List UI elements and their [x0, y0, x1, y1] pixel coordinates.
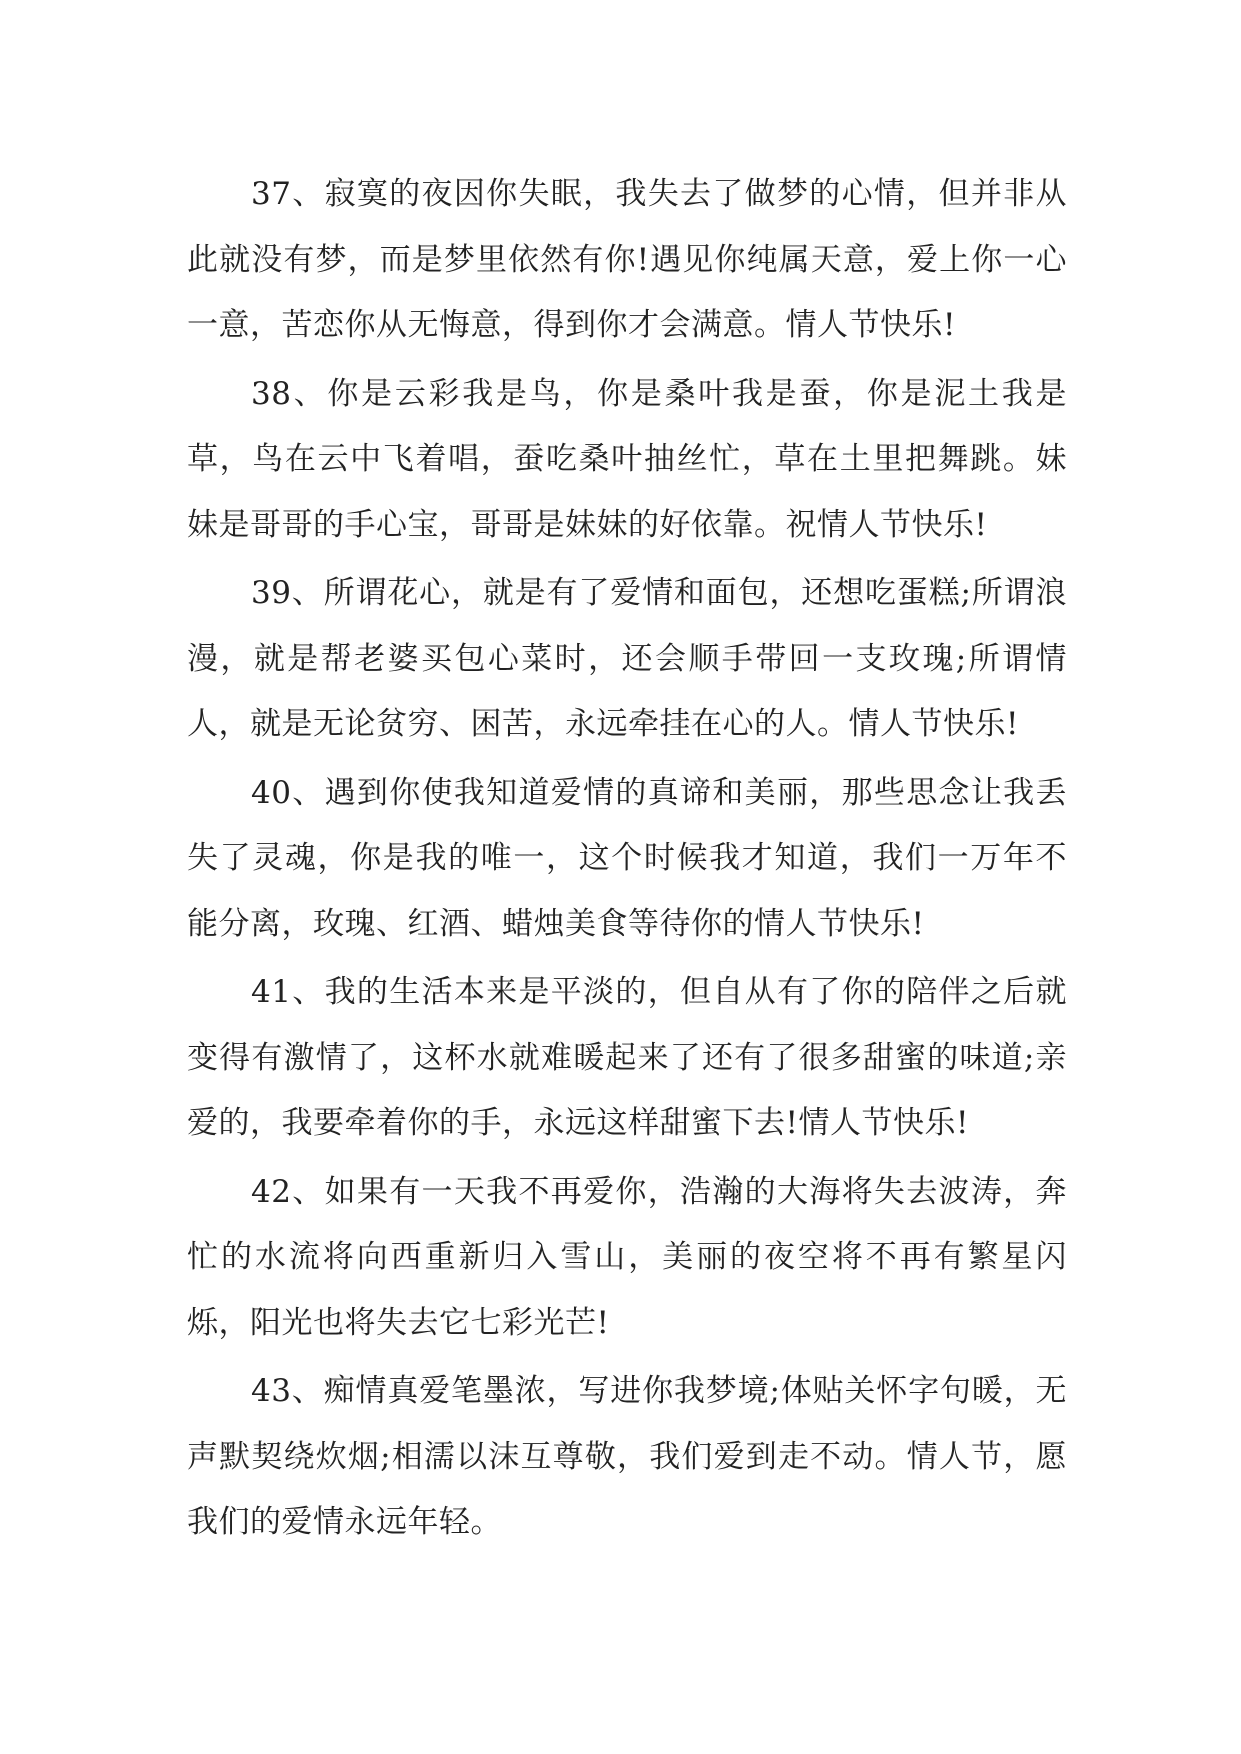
paragraph-43: 43、痴情真爱笔墨浓，写进你我梦境;体贴关怀字句暖，无声默契绕炊烟;相濡以沫互尊敬，我们爱到走不动。情人节，愿我们的爱情永远年轻。: [187, 1373, 1067, 1540]
document-body: [187, 162, 1067, 1559]
paragraph-38: 38、你是云彩我是鸟，你是桑叶我是蚕，你是泥土我是草，鸟在云中飞着唱，蚕吃桑叶抽丝忙，草在土里把舞跳。妹妹是哥哥的手心宝，哥哥是妹妹的好依靠。祝情人节快乐!: [187, 375, 1067, 543]
paragraph-40: 40、遇到你使我知道爱情的真谛和美丽，那些思念让我丢失了灵魂，你是我的唯一，这个时候我才知道，我们一万年不能分离，玫瑰、红酒、蜡烛美食等待你的情人节快乐!: [187, 774, 1067, 942]
paragraph-37: 37、寂寞的夜因你失眠，我失去了做梦的心情，但并非从此就没有梦，而是梦里依然有你!遇见你纯属天意，爱上你一心一意，苦恋你从无悔意，得到你才会满意。情人节快乐!: [187, 176, 1067, 343]
paragraph-39: 39、所谓花心，就是有了爱情和面包，还想吃蛋糕;所谓浪漫，就是帮老婆买包心菜时，还会顺手带回一支玫瑰;所谓情人，就是无论贫穷、困苦，永远牵挂在心的人。情人节快乐!: [187, 575, 1067, 742]
paragraph-41: 41、我的生活本来是平淡的，但自从有了你的陪伴之后就变得有激情了，这杯水就难暖起来了还有了很多甜蜜的味道;亲爱的，我要牵着你的手，永远这样甜蜜下去!情人节快乐!: [187, 974, 1067, 1141]
paragraph-42: 42、如果有一天我不再爱你，浩瀚的大海将失去波涛，奔忙的水流将向西重新归入雪山，美丽的夜空将不再有繁星闪烁，阳光也将失去它七彩光芒!: [187, 1173, 1067, 1341]
